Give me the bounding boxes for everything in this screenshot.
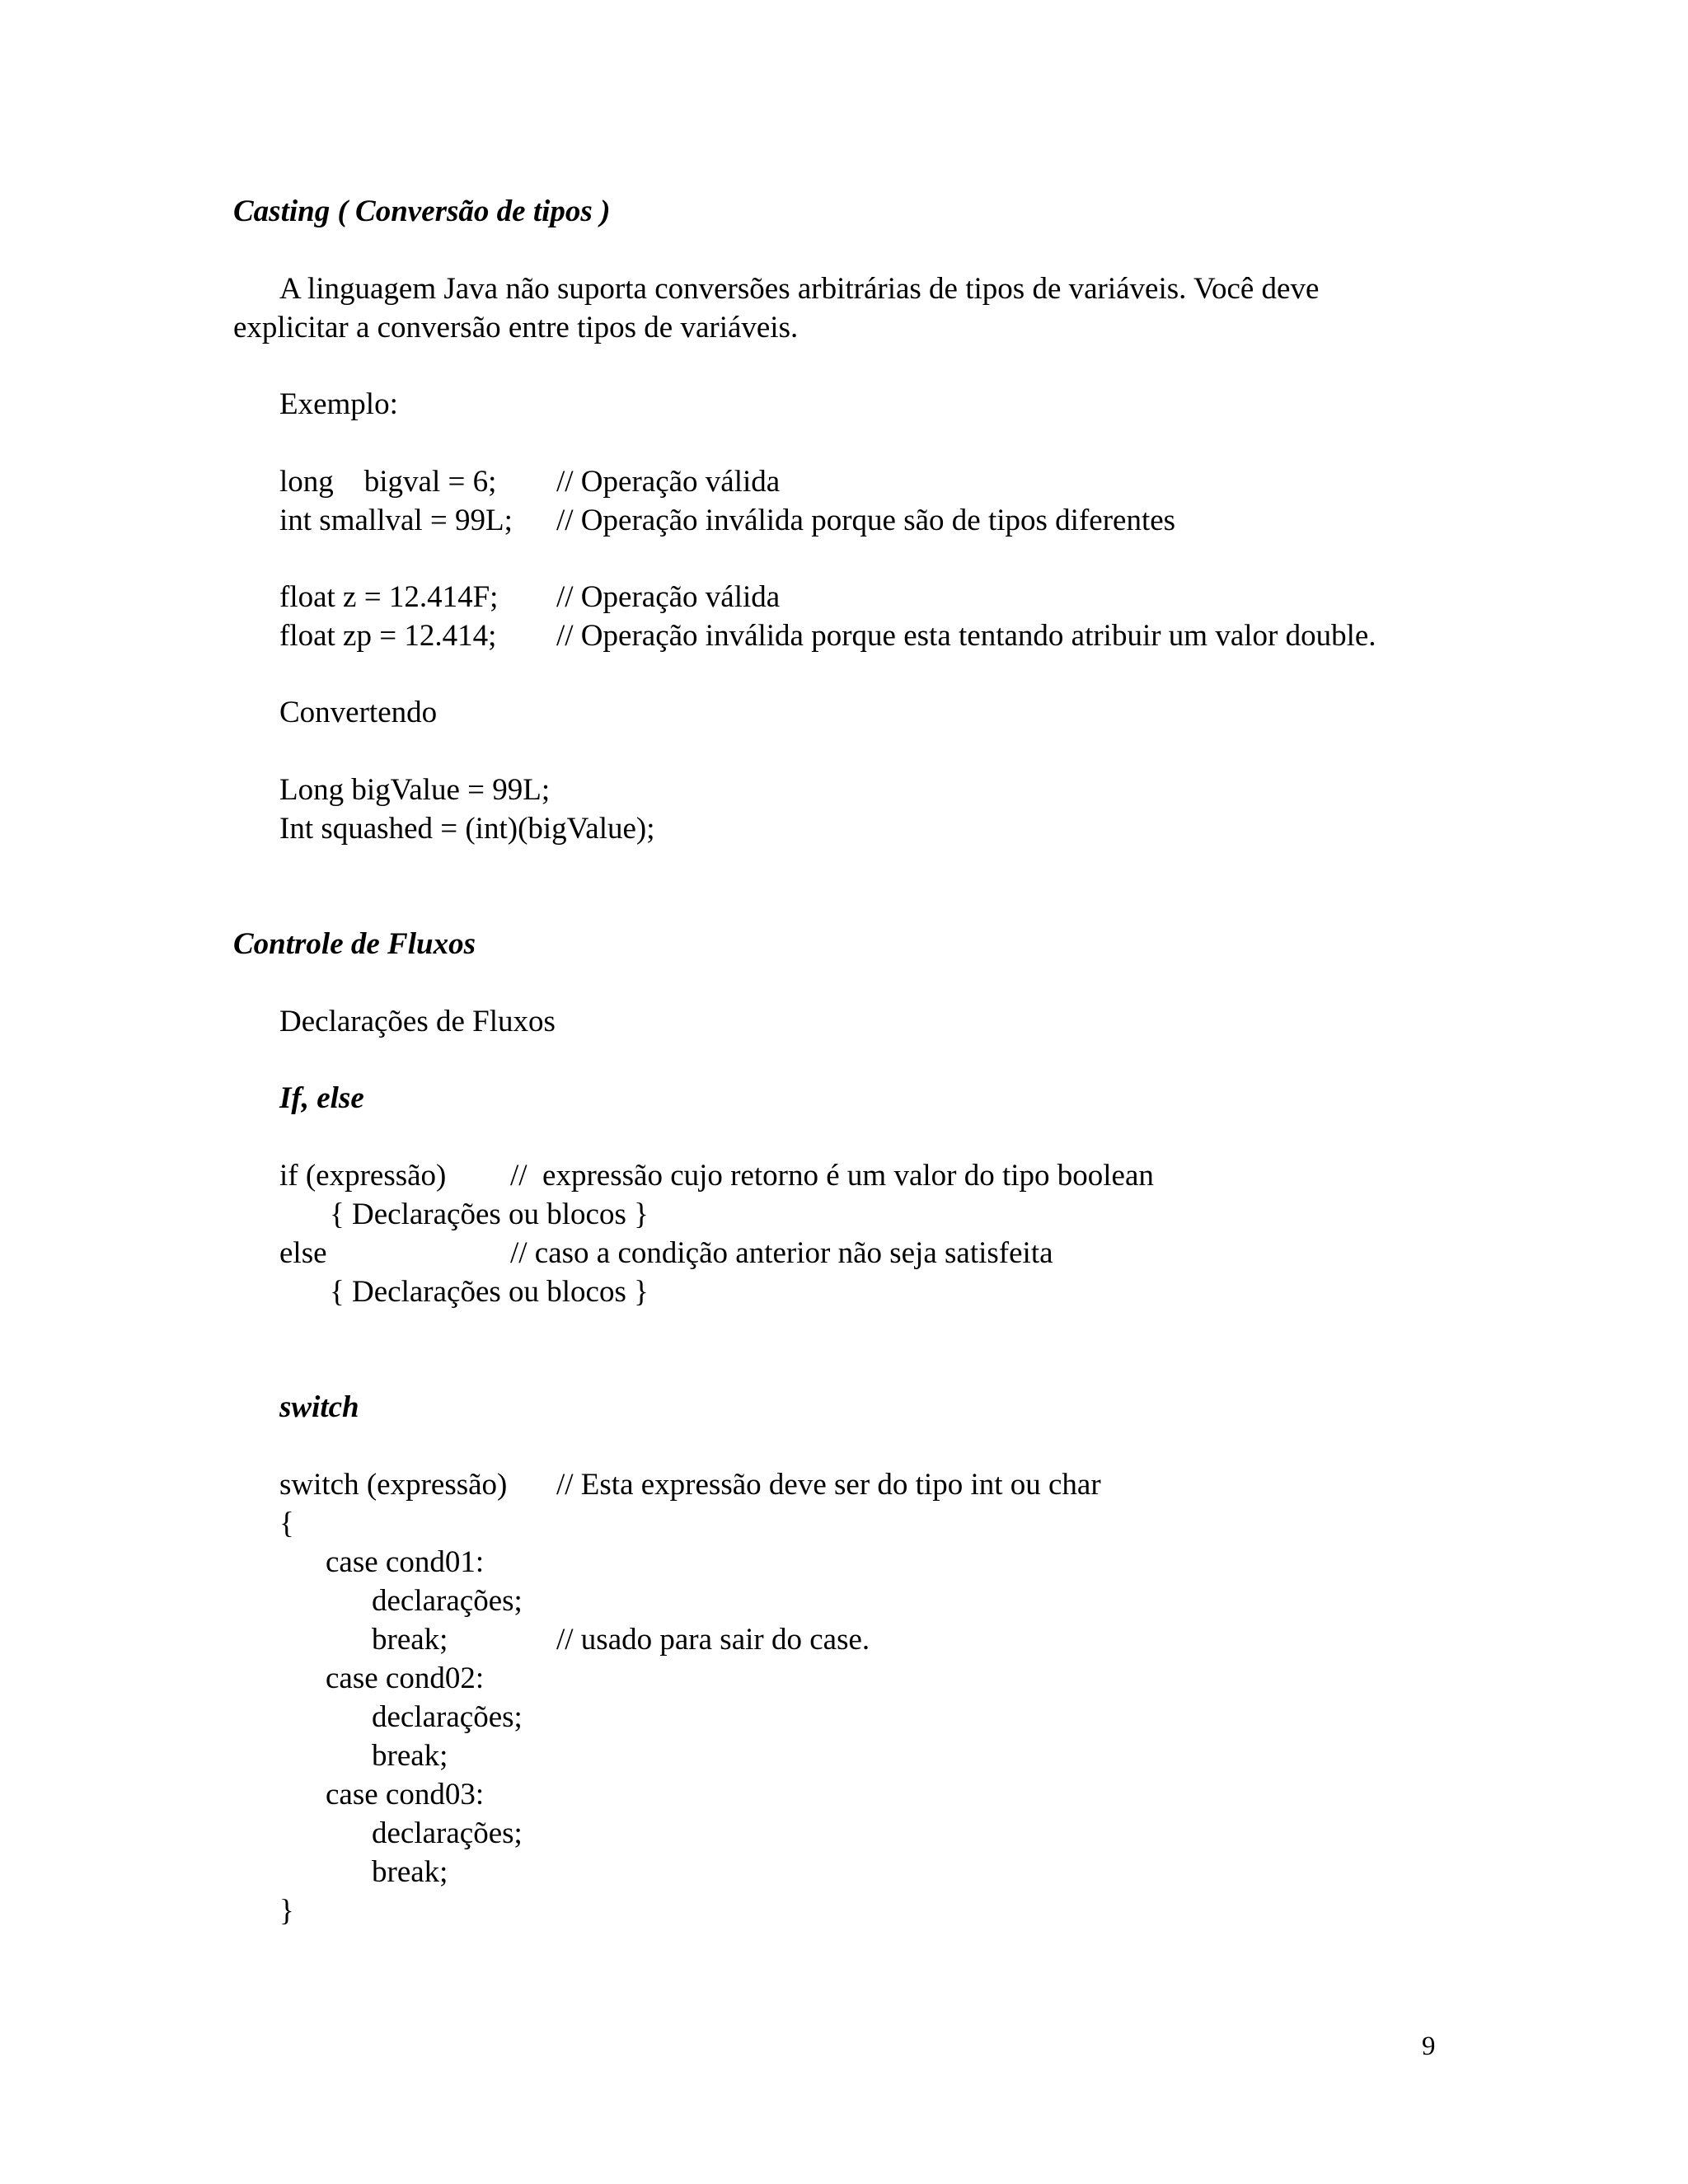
case-3: case cond03: bbox=[326, 1778, 485, 1811]
switch-comment: // Esta expressão deve ser do tipo int ou char bbox=[556, 1468, 1101, 1502]
example-comment-1: // Operação válida bbox=[556, 465, 781, 499]
break-comment: // usado para sair do case. bbox=[556, 1623, 870, 1657]
declarations-2: declarações; bbox=[372, 1700, 523, 1734]
converting-label: Convertendo bbox=[279, 696, 438, 729]
example-code-3: float z = 12.414F; bbox=[279, 580, 499, 614]
if-comment: // expressão cujo retorno é um valor do tipo boolean bbox=[510, 1159, 1154, 1193]
else-block: { Declarações ou blocos } bbox=[330, 1275, 649, 1309]
ifelse-heading: If, else bbox=[279, 1081, 364, 1115]
casting-intro-line1: A linguagem Java não suporta conversões arbitrárias de tipos de variáveis. Você deve bbox=[279, 272, 1320, 306]
example-code-1: long bigval = 6; bbox=[279, 465, 497, 499]
switch-close-brace: } bbox=[279, 1894, 294, 1928]
example-comment-3: // Operação válida bbox=[556, 580, 781, 614]
case-1: case cond01: bbox=[326, 1545, 485, 1579]
declarations-1: declarações; bbox=[372, 1584, 523, 1618]
page-number: 9 bbox=[1422, 2032, 1436, 2061]
example-comment-2: // Operação inválida porque são de tipos diferentes bbox=[556, 504, 1176, 537]
flow-heading: Controle de Fluxos bbox=[233, 927, 476, 961]
example-comment-4: // Operação inválida porque esta tentando atribuir um valor double. bbox=[556, 619, 1376, 653]
declarations-3: declarações; bbox=[372, 1816, 523, 1850]
casting-heading: Casting ( Conversão de tipos ) bbox=[233, 194, 611, 228]
else-comment: // caso a condição anterior não seja satisfeita bbox=[510, 1236, 1053, 1270]
break-2: break; bbox=[372, 1739, 448, 1773]
converting-code-2: Int squashed = (int)(bigValue); bbox=[279, 812, 655, 846]
flow-subtitle: Declarações de Fluxos bbox=[279, 1005, 556, 1038]
example-label: Exemplo: bbox=[279, 387, 398, 421]
switch-open-brace: { bbox=[279, 1507, 294, 1540]
casting-intro-line2: explicitar a conversão entre tipos de variáveis. bbox=[233, 311, 799, 344]
if-code: if (expressão) bbox=[279, 1159, 447, 1193]
switch-heading: switch bbox=[279, 1390, 359, 1424]
if-block: { Declarações ou blocos } bbox=[330, 1197, 649, 1231]
break-3: break; bbox=[372, 1855, 448, 1889]
example-code-4: float zp = 12.414; bbox=[279, 619, 497, 653]
example-code-2: int smallval = 99L; bbox=[279, 504, 513, 537]
break-1: break; bbox=[372, 1623, 448, 1657]
case-2: case cond02: bbox=[326, 1661, 485, 1695]
converting-code-1: Long bigValue = 99L; bbox=[279, 773, 551, 807]
switch-code: switch (expressão) bbox=[279, 1468, 508, 1502]
else-code: else bbox=[279, 1236, 327, 1270]
